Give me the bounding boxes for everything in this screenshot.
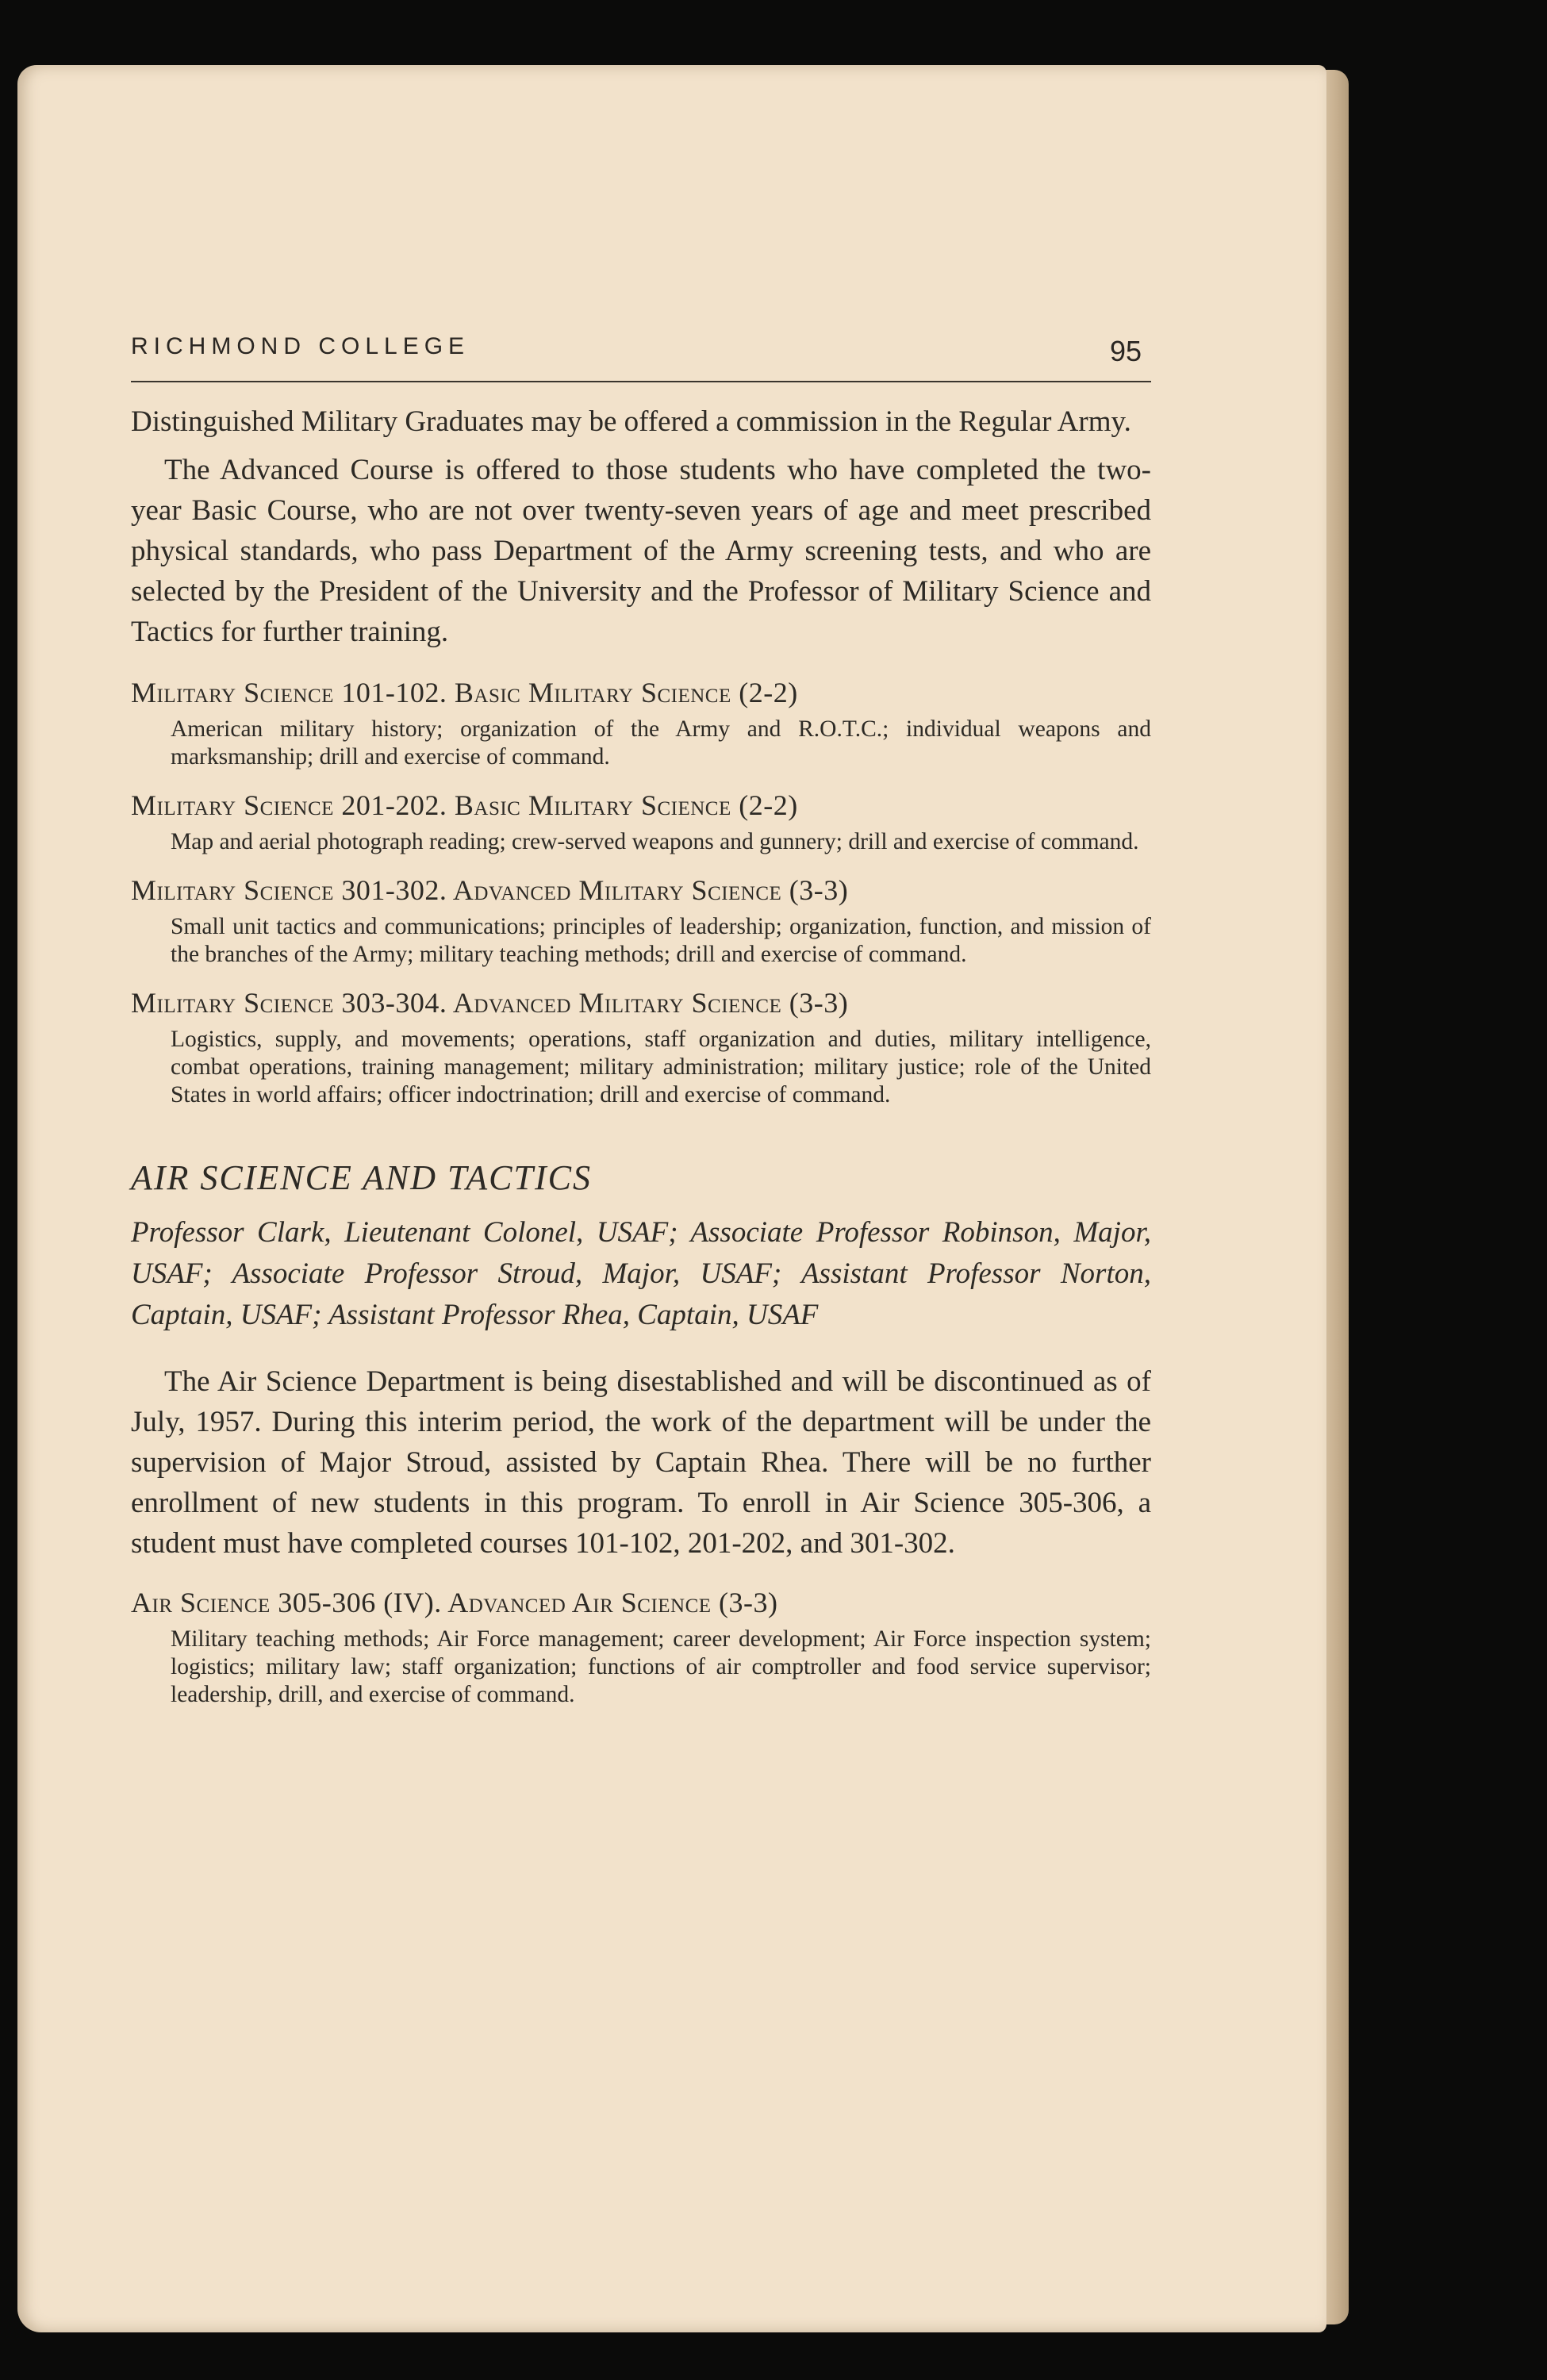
course-heading: Military Science 101-102. Basic Military Science (2-2) — [131, 677, 798, 708]
course-description: Military teaching methods; Air Force management; career development; Air Force inspection system; logistics; military law; staff organization; functions of air comptroller and food service supervisor; leadership, drill, and exercise of command. — [171, 1626, 1151, 1707]
section-title-air-science: AIR SCIENCE AND TACTICS — [131, 1158, 592, 1197]
course-heading: Air Science 305-306 (IV). Advanced Air Science (3-3) — [131, 1587, 778, 1618]
page-content — [131, 327, 1151, 1709]
running-head — [131, 327, 1151, 382]
course-ms-303-304 — [131, 985, 1151, 1109]
course-ms-201-202 — [131, 787, 1151, 856]
course-description: Small unit tactics and communications; principles of leadership; organization, function, and mission of the branches of the Army; military teaching methods; drill and exercise of command. — [171, 914, 1151, 967]
air-science-faculty: Professor Clark, Lieutenant Colonel, USAF; Associate Professor Robinson, Major, USAF; Associate Professor Stroud, Major, USAF; Assistant Professor Norton, Captain, USAF; Assistant Professor Rhea, Captain, USAF — [131, 1216, 1151, 1331]
course-ms-301-302 — [131, 872, 1151, 969]
course-heading: Military Science 301-302. Advanced Military Science (3-3) — [131, 874, 849, 906]
course-description: Map and aerial photograph reading; crew-served weapons and gunnery; drill and exercise of command. — [171, 829, 1139, 854]
intro-paragraph-1: Distinguished Military Graduates may be offered a commission in the Regular Army. — [131, 405, 1131, 438]
course-heading: Military Science 303-304. Advanced Military Science (3-3) — [131, 987, 849, 1019]
intro-paragraph-2: The Advanced Course is offered to those students who have completed the two-year Basic Course, who are not over twenty-seven years of age and meet prescribed physical standards, who pass Department of the Army screening tests, and who are selected by the President of the University and the Professor of Military Science and Tactics for further training. — [131, 454, 1151, 648]
course-ms-101-102 — [131, 674, 1151, 771]
book-page — [17, 65, 1326, 2332]
running-title: RICHMOND COLLEGE — [131, 333, 470, 359]
course-as-305-306 — [131, 1584, 1151, 1709]
course-description: American military history; organization of the Army and R.O.T.C.; individual weapons and marksmanship; drill and exercise of command. — [171, 716, 1151, 770]
course-description: Logistics, supply, and movements; operations, staff organization and duties, military intelligence, combat operations, training management; military administration; military justice; role of the United States in world affairs; officer indoctrination; drill and exercise of command. — [171, 1027, 1151, 1107]
page-number: 95 — [1109, 335, 1142, 367]
course-heading: Military Science 201-202. Basic Military Science (2-2) — [131, 789, 798, 821]
air-science-paragraph: The Air Science Department is being disestablished and will be discontinued as of July, 1957. During this interim period, the work of the department will be under the supervision of Major Stroud, assisted by Captain Rhea. There will be no further enrollment of new students in this program. To enroll in Air Science 305-306, a student must have completed courses 101-102, 201-202, and 301-302. — [131, 1365, 1151, 1560]
